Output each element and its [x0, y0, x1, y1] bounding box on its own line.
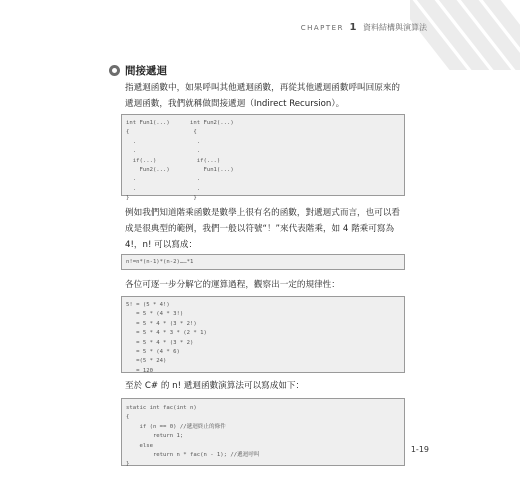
- corner-stripes-decoration: [410, 0, 520, 70]
- code-line: = 120: [126, 367, 153, 374]
- code-line: =(5 * 24): [126, 358, 167, 365]
- factorial-formula-code-block: [121, 254, 405, 270]
- chapter-word: CHAPTER: [300, 24, 344, 32]
- code-line: {: [126, 414, 130, 421]
- section-heading: [109, 63, 167, 78]
- code-line: . .: [126, 176, 201, 183]
- code-line: if (n == 0) //遞迴終止的條件: [126, 423, 226, 430]
- code-line: return n * fac(n - 1); //遞迴呼叫: [126, 452, 260, 459]
- factorial-expansion-code-block: [121, 296, 405, 373]
- code-line: return 1;: [126, 433, 184, 440]
- code-line: else: [126, 442, 153, 449]
- steps-intro-paragraph: 各位可逐一步分解它的運算過程，觀察出一定的規律性：: [125, 280, 340, 290]
- chapter-number: 1: [349, 22, 357, 33]
- factorial-intro-paragraph: 例如我們知道階乘函數是數學上很有名的函數，對遞迴式而言，也可以看成是很典型的範例，我們一般以符號“！”來代表階乘，如 4 階乘可寫為 4!，n! 可以寫成：: [125, 208, 401, 250]
- csharp-factorial-code-block: [121, 398, 405, 466]
- code-line: int Fun1(...) int Fun2(...): [126, 120, 234, 126]
- chapter-header: [301, 22, 427, 33]
- code-line: = 5 * 4 * (3 * 2!): [126, 320, 197, 327]
- circle-bullet-icon: [109, 65, 120, 76]
- code-line: 5! = (5 * 4!): [126, 302, 170, 308]
- code-line: . .: [126, 148, 201, 155]
- code-line: . .: [126, 185, 201, 192]
- intro-paragraph: 指遞迴函數中，如果呼叫其他遞迴函數，再從其他遞迴函數呼叫回原來的遞迴函數，我們就稱做間接遞迴（Indirect Recursion）。: [125, 83, 401, 109]
- code-line: = 5 * (4 * 6): [126, 349, 180, 356]
- code-line: Fun2(...) Fun1(...): [126, 167, 234, 174]
- section-title: 間接遞迴: [125, 65, 167, 77]
- code-line: = 5 * 4 * (3 * 2): [126, 339, 194, 346]
- code-line: } }: [126, 195, 197, 202]
- indirect-recursion-code-block: [121, 114, 405, 202]
- chapter-title: 資料結構與演算法: [363, 23, 427, 32]
- csharp-intro-paragraph: 至於 C# 的 n! 遞迴函數演算法可以寫成如下：: [125, 381, 305, 391]
- code-line: }: [126, 461, 130, 468]
- code-line: static int fac(int n): [126, 405, 197, 411]
- code-line: = 5 * 4 * 3 * (2 * 1): [126, 330, 207, 337]
- code-line: n!=n*(n-1)*(n-2)……*1: [126, 259, 194, 265]
- page-number: 1-19: [410, 445, 429, 454]
- code-line: = 5 * (4 * 3!): [126, 311, 184, 318]
- code-line: { {: [126, 129, 197, 136]
- code-line: if(...) if(...): [126, 157, 221, 164]
- code-line: . .: [126, 138, 201, 145]
